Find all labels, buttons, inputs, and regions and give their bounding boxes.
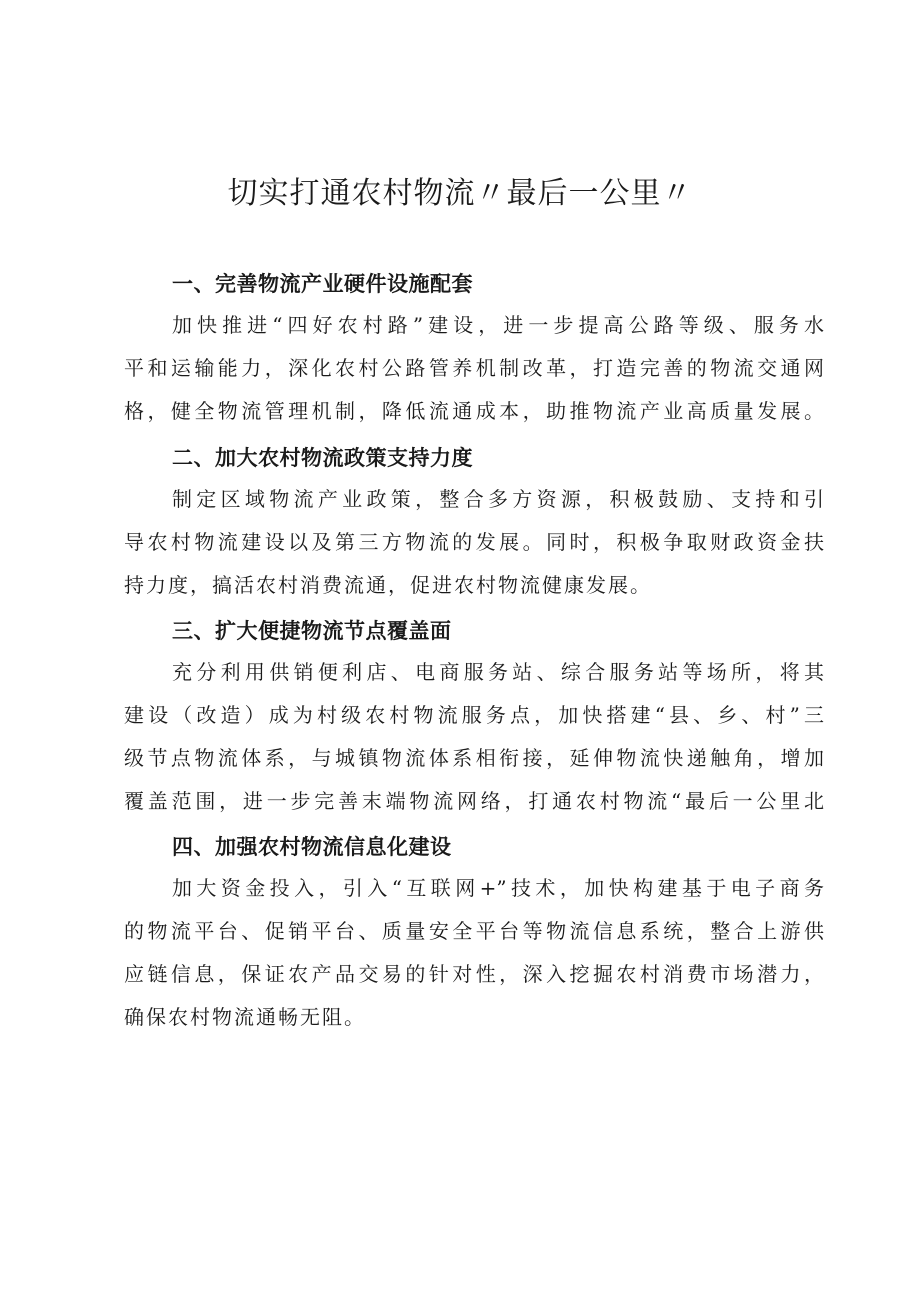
section-4: [124, 827, 824, 1039]
document-title: 切实打通农村物流〃最后一公里〃: [227, 176, 693, 211]
paragraph-line: 建设（改造）成为村级农村物流服务点，加快搭建“县、乡、村”三: [124, 703, 824, 727]
paragraph-line: 持力度，搞活农村消费流通，促进农村物流健康发展。: [124, 573, 652, 597]
section-paragraph: [124, 867, 824, 1039]
section-paragraph: [124, 478, 824, 607]
section-heading: 一、完善物流产业硬件设施配套: [172, 272, 473, 296]
paragraph-line: 导农村物流建设以及第三方物流的发展。同时，积极争取财政资金扶: [124, 530, 824, 554]
paragraph-line: 格，健全物流管理机制，降低流通成本，助推物流产业高质量发展。: [124, 399, 824, 423]
section-heading: 四、加强农村物流信息化建设: [172, 835, 452, 859]
section-paragraph: [124, 304, 824, 433]
paragraph-line: 的物流平台、促销平台、质量安全平台等物流信息系统，整合上游供: [124, 919, 824, 943]
section-heading: 三、扩大便捷物流节点覆盖面: [172, 619, 452, 643]
paragraph-line: 覆盖范围，进一步完善末端物流网络，打通农村物流“最后一公里北: [124, 789, 824, 813]
paragraph-line: 应链信息，保证农产品交易的针对性，深入挖掘农村消费市场潜力，: [124, 962, 824, 986]
paragraph-line: 充分利用供销便利店、电商服务站、综合服务站等场所，将其: [172, 660, 824, 684]
paragraph-line: 制定区域物流产业政策，整合多方资源，积极鼓励、支持和引: [172, 487, 824, 511]
paragraph-line: 级节点物流体系，与城镇物流体系相衔接，延伸物流快递触角，增加: [124, 746, 824, 770]
paragraph-line: 加大资金投入，引入“互联网+”技术，加快构建基于电子商务: [172, 876, 824, 900]
section-1: [124, 264, 824, 433]
section-2: [124, 438, 824, 607]
paragraph-line: 平和运输能力，深化农村公路管养机制改革，打造完善的物流交通网: [124, 356, 824, 380]
section-heading: 二、加大农村物流政策支持力度: [172, 446, 473, 470]
paragraph-line: 确保农村物流通畅无阻。: [124, 1005, 366, 1029]
section-3: [124, 611, 824, 823]
section-paragraph: [124, 651, 824, 823]
paragraph-line: 加快推进“四好农村路”建设，进一步提高公路等级、服务水: [172, 313, 824, 337]
